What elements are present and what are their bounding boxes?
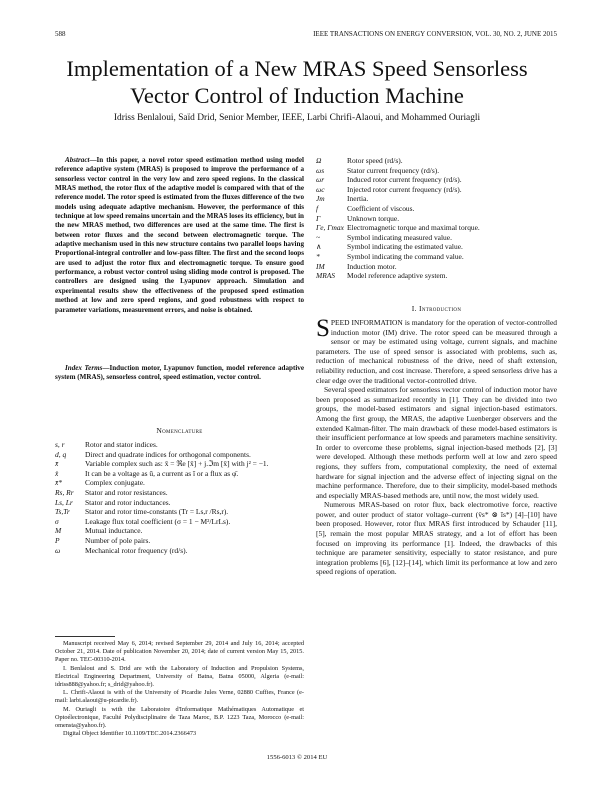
nomenclature-symbol: x̂: [55, 468, 59, 478]
nomenclature-row: [55, 440, 304, 450]
nomenclature-row: [55, 488, 304, 498]
nomenclature-symbol: M: [55, 526, 62, 536]
nomenclature-symbol: ~: [316, 232, 321, 242]
nomenclature-symbol: ωs: [316, 165, 325, 175]
nomenclature-heading: Nomenclature: [156, 426, 203, 435]
nomenclature-symbol: s, r: [55, 440, 65, 449]
nomenclature-symbol: P: [55, 535, 60, 545]
nomenclature-symbol: f: [316, 203, 319, 213]
nomenclature-symbol: ωc: [316, 184, 325, 194]
nomenclature-symbol: MRAS: [316, 271, 336, 281]
abstract-lead: Abstract: [65, 156, 90, 164]
nomenclature-symbol: Γe, Γmax: [316, 223, 344, 233]
abstract-text: —In this paper, a novel rotor speed estimation method using model reference adaptive system (MRAS) is proposed to improve the performance of a sensorless vector control in the very low and zero speed regions. In the classical MRAS method, the rotor flux of the adaptive model is compared with that of the reference model. The rotor speed is estimated from the fluxes difference of the two models using adequate adaptive mechanism. However, the performance of this technique at low speed remains uncertain and the MRAS loses its efficiency, but in the new MRAS method, two differences are used at the same time. The first is between rotor fluxes and the second between electromagnetic torque. The adaptive mechanism used in this new structure contains two parallel loops having Proportional-integral controller and low-pass filter. The first and the second loops are used to adjust the rotor flux and electromagnetic torque. To ensure good performance, a robust vector control using sliding mode control is proposed. The controllers are designed using the Lyapunov approach. Simulation and experimental results show the effectiveness of the proposed speed estimation method at low and zero speed regions, and good robustness with respect to parameter variations, measurement errors, and noise is obtained.: [55, 156, 304, 314]
nomenclature-row: [55, 526, 304, 536]
nomenclature-symbol: σ: [55, 516, 59, 526]
footnote-rule: [55, 636, 115, 637]
intro-paragraph-1-text: PEED INFORMATION is mandatory for the operation of vector-controlled induction motor (IM) drive. The rotor speed can be measured through a sensor or may be estimated using voltage, current signals, and machine parameters. The use of speed sensor is associated with problems, such as, reduction of mechanical robustness of the drive, need of shaft extension, reliability reduction, and cost increase. Therefore, a speed sensorless drive has a clear edge over the traditional vector-controlled drive.: [316, 318, 557, 385]
introduction-heading-text: I. Introduction: [411, 304, 462, 313]
nomenclature-definition: Stator and rotor time-constants (Tr = Ls,r /Rs,r).: [85, 507, 229, 517]
nomenclature-symbol: x̄: [55, 459, 59, 469]
nomenclature-symbol: Ω: [316, 156, 322, 165]
footnotes: [55, 640, 304, 738]
nomenclature-symbol: ωr: [316, 175, 325, 185]
footnote-doi: Digital Object Identifier 10.1109/TEC.2014.2366473: [63, 730, 197, 738]
paper-title: [0, 55, 594, 109]
nomenclature-row: [55, 450, 304, 460]
footer-copyright: 1556-6013 © 2014 EU: [266, 754, 328, 761]
nomenclature-symbol: d, q: [55, 449, 67, 459]
nomenclature-row: [316, 262, 557, 272]
nomenclature-row: [55, 469, 304, 479]
nomenclature-row: [316, 223, 557, 233]
nomenclature-row: [55, 478, 304, 488]
nomenclature-row: [316, 204, 557, 214]
nomenclature-definition: Symbol indicating the estimated value.: [347, 242, 463, 252]
nomenclature-definition: Stator and rotor resistances.: [85, 487, 168, 497]
nomenclature-row: [316, 194, 557, 204]
introduction-heading: [316, 304, 557, 313]
nomenclature-row: [316, 175, 557, 185]
nomenclature-definition: Symbol indicating the command value.: [347, 251, 464, 261]
nomenclature-symbol: Rs, Rr: [55, 487, 74, 497]
nomenclature-row: [316, 233, 557, 243]
nomenclature-definition: Electromagnetic torque and maximal torque.: [347, 223, 480, 233]
intro-paragraph-3: Numerous MRAS-based on rotor flux, back electromotive force, reactive power, and outer product of stator voltage–current (v̄s* ⊗ īs*) [4]–[10] have been proposed. However, rotor flux MRAS first introduced by Schauder [11], [5], remain the most popular MRAS strategy, and a lot of effort has been focused on improving its performance [1]. Indeed, the drawbacks of this technique are parameter sensitivity, especially to stator resistance, and pure integration problems [6], [12]–[14], which limit its performance at low and zero speed regions of operation.: [316, 500, 557, 577]
nomenclature-symbol: Jm: [316, 194, 325, 204]
title-line-1: Implementation of a New MRAS Speed Sensorless: [66, 56, 528, 81]
index-terms: [55, 364, 304, 383]
abstract: [55, 156, 304, 315]
footnote-affiliation-3: M. Ouriagli is with the Laboratoire d'Informatique Mathématiques Automatique et Optoélectronique, Faculté Polydisciplinaire de Taza Maroc, B.P. 1223 Taza, Morocco (e-mail: omensta@yahoo.fr).: [55, 705, 304, 730]
nomenclature-row: [55, 498, 304, 508]
title-line-2: Vector Control of Induction Machine: [130, 83, 464, 108]
journal-header: IEEE TRANSACTIONS ON ENERGY CONVERSION, VOL. 30, NO. 2, JUNE 2015: [313, 30, 557, 38]
nomenclature-row: [316, 185, 557, 195]
nomenclature-definition: Inertia.: [347, 194, 369, 204]
nomenclature-definition: It can be a voltage as ū, a current as ī or a flux as φ̄.: [85, 468, 239, 478]
nomenclature-definition: Rotor and stator indices.: [85, 440, 158, 449]
nomenclature-symbol: *: [316, 251, 320, 261]
drop-cap: S: [316, 315, 330, 342]
nomenclature-row: [316, 271, 557, 281]
introduction-body: [316, 315, 557, 577]
nomenclature-definition: Rotor speed (rd/s).: [347, 156, 403, 165]
authors: Idriss Benlaloui, Saïd Drid, Senior Member, IEEE, Larbi Chrifi-Alaoui, and Mohammed Ouriagli: [113, 113, 481, 123]
nomenclature-definition: Model reference adaptive system.: [347, 271, 448, 281]
nomenclature-symbol: IM: [316, 261, 325, 271]
nomenclature-definition: Induced rotor current frequency (rd/s).: [347, 175, 462, 185]
index-terms-text: —Induction motor, Lyapunov function, model reference adaptive system (MRAS), sensorless control, speed estimation, vector control.: [55, 364, 304, 382]
nomenclature-definition: Stator and rotor inductances.: [85, 497, 171, 507]
nomenclature-symbol: x̄*: [55, 478, 63, 488]
nomenclature-definition: Mutual inductance.: [85, 526, 143, 536]
nomenclature-symbol: ω: [55, 545, 61, 555]
nomenclature-row: [316, 214, 557, 224]
nomenclature-definition: Number of pole pairs.: [85, 535, 151, 545]
nomenclature-definition: Injected rotor current frequency (rd/s).: [347, 184, 462, 194]
nomenclature-row: [55, 507, 304, 517]
nomenclature-definition: Symbol indicating measured value.: [347, 232, 452, 242]
nomenclature-definition: Mechanical rotor frequency (rd/s).: [85, 545, 188, 555]
nomenclature-symbol: Γ: [316, 213, 321, 223]
index-terms-lead: Index Terms: [65, 364, 103, 372]
nomenclature-definition: Stator current frequency (rd/s).: [347, 165, 440, 175]
intro-paragraph-1: [316, 315, 557, 385]
nomenclature-definition: Direct and quadrate indices for orthogonal components.: [85, 449, 251, 459]
nomenclature-definition: Coefficient of viscous.: [347, 203, 415, 213]
intro-paragraph-2: Several speed estimators for sensorless vector control of induction motor have been proposed as summarized recently in [1]. They can be divided into two groups, the model-based estimators and signal injection-based estimators. Among the first group, the MRAS, the adaptive Luenberger observers and the extended Kalman-filter. The main drawback of these model-based estimators is their insufficient performance at low speeds and parameters machine sensitivity. In order to overcome these problems, signal injection-based methods [2], [3] were developed. Although these methods perform well at low and zero speed regions, they suffers from, computational complexity, the need of external hardware for signal injection and the adverse effect of injecting signal on the machine performance. Therefore, due to their simplicity, model-based methods and especially MRAS-based methods are, until now, the most widely used.: [316, 385, 557, 500]
nomenclature-row: [55, 459, 304, 469]
nomenclature-row: [316, 242, 557, 252]
nomenclature-definition: Induction motor.: [347, 261, 397, 271]
nomenclature-definition: Variable complex such as: x̄ = ℜe [x̄] + j.ℑm [x̄] with j² = −1.: [85, 459, 269, 469]
nomenclature-symbol: ∧: [316, 242, 322, 252]
footnote-affiliation-1: I. Benlaloui and S. Drid are with the Laboratory of Induction and Propulsion Systems, Electrical Engineering Department, University of Batna, Batna 05000, Algeria (e-mail: idriss888@yahoo.fr; s_drid@yahoo.fr).: [55, 664, 304, 689]
nomenclature-definition: Leakage flux total coefficient (σ = 1 − M²/LrLs).: [85, 516, 231, 526]
footnote-affiliation-2: L. Chrifi-Alaoui is with of the University of Picardie Jules Verne, 02880 Cuffies, France (e-mail: larbi.alaoui@u-picardie.fr).: [55, 689, 304, 705]
nomenclature-row: [316, 252, 557, 262]
nomenclature-row: [55, 546, 304, 556]
nomenclature-row: [55, 536, 304, 546]
nomenclature-row: [316, 166, 557, 176]
footnote-received: Manuscript received May 6, 2014; revised September 29, 2014 and July 16, 2014; accepted October 21, 2014. Date of publication November 20, 2014; date of current version May 15, 2015. Paper no. TEC-00310-2014.: [55, 640, 304, 664]
nomenclature-table: [55, 440, 304, 555]
nomenclature-row: [55, 517, 304, 527]
nomenclature-definition: Complex conjugate.: [85, 478, 145, 488]
nomenclature-symbol: Ts,Tr: [55, 507, 70, 517]
nomenclature-symbol: Ls, Lr: [55, 497, 73, 507]
nomenclature-table-continued: [316, 156, 557, 281]
nomenclature-definition: Unknown torque.: [347, 213, 400, 223]
nomenclature-row: [316, 156, 557, 166]
page-number: 588: [55, 30, 66, 38]
